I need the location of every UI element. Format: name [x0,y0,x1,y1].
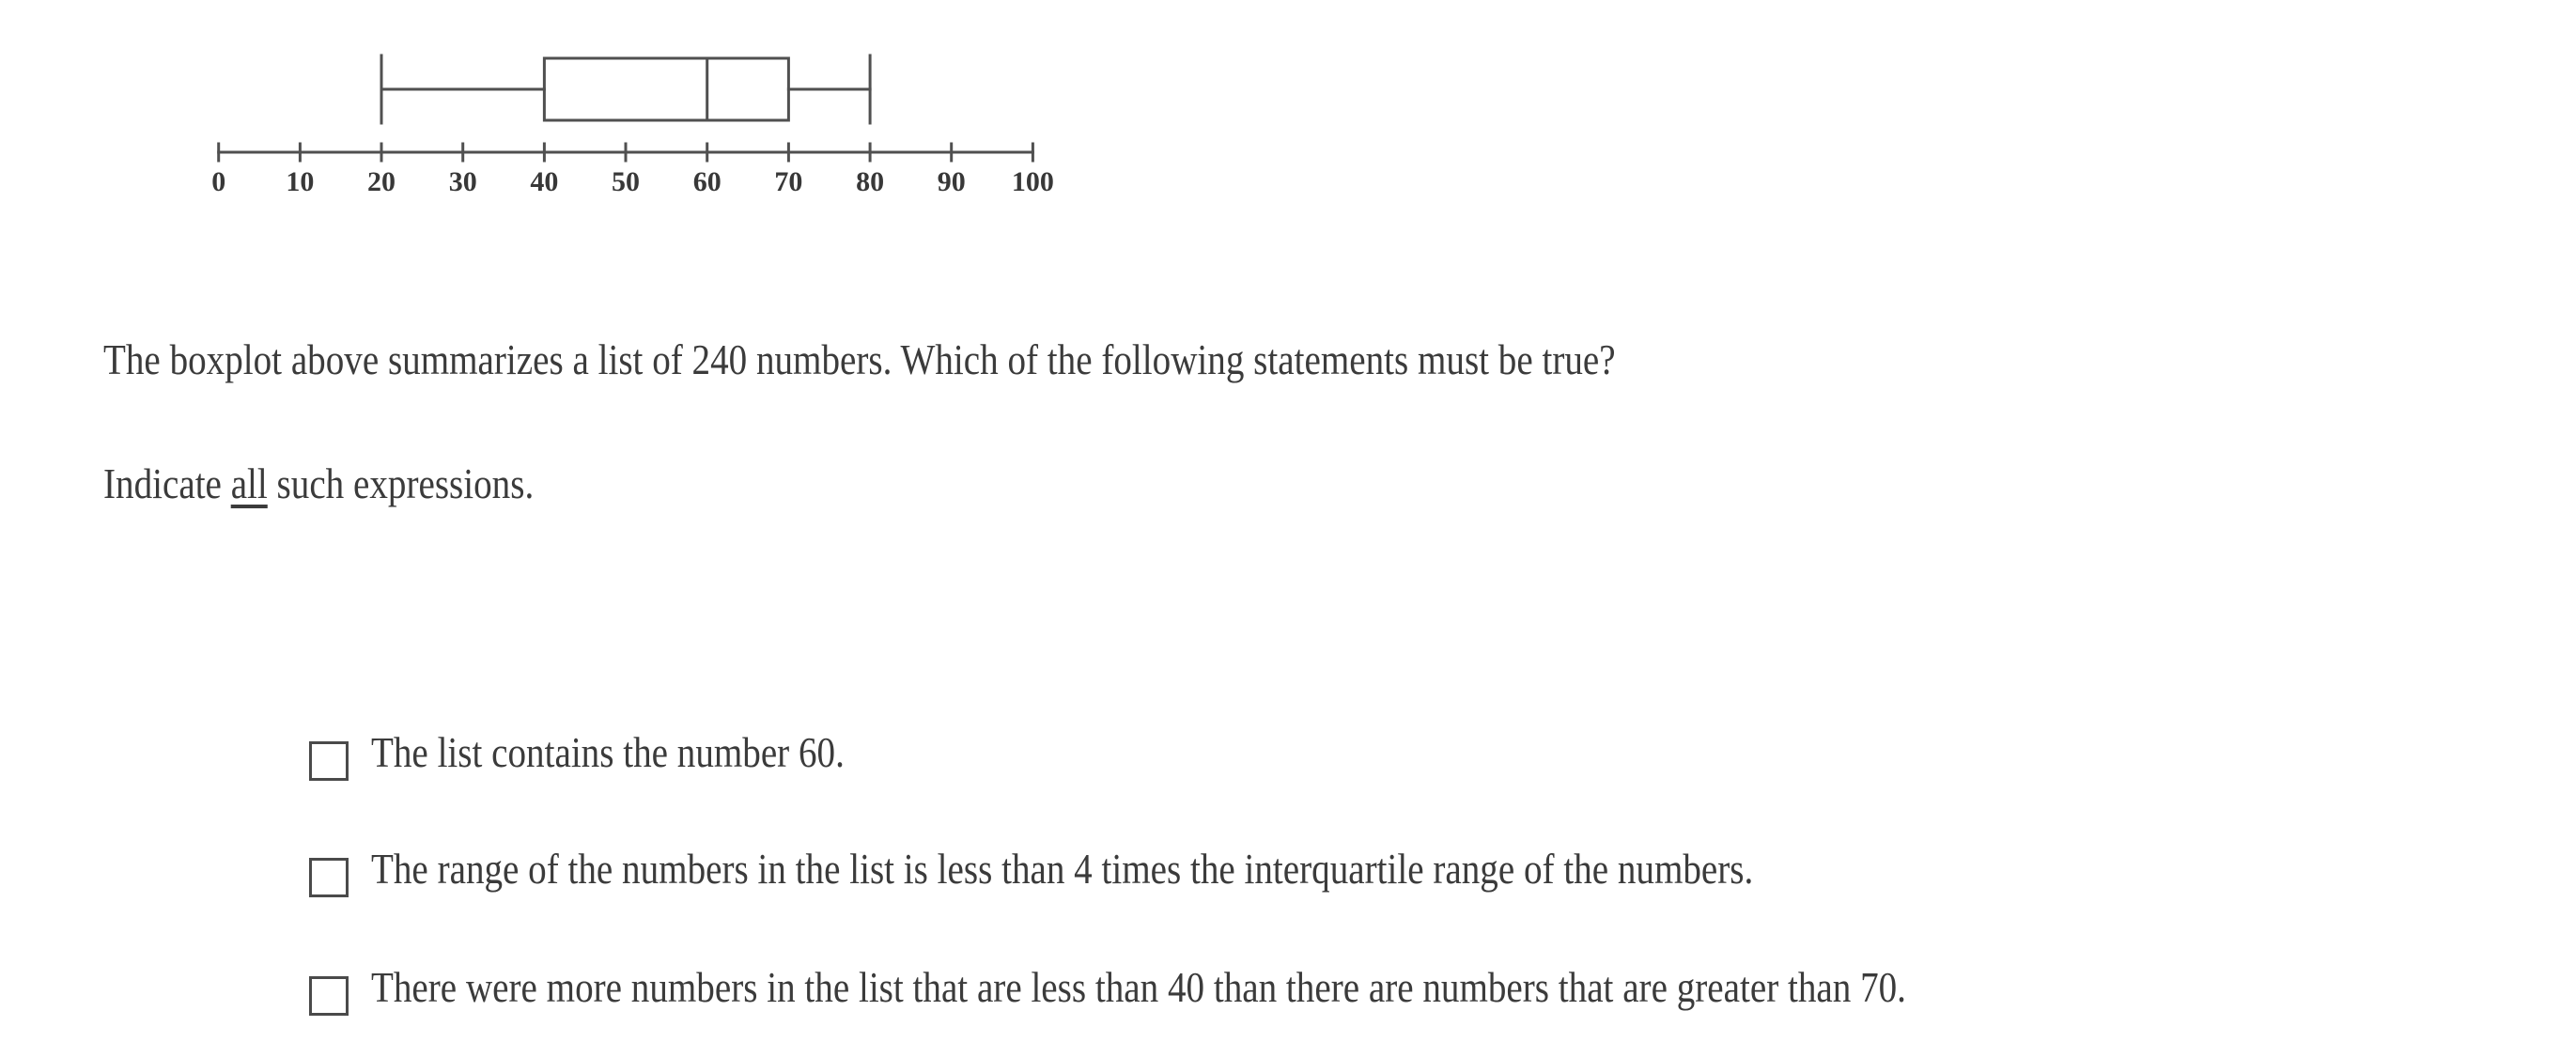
instruction-underlined-word: all [230,459,268,507]
instruction-line [103,459,535,507]
option-label-1: The list contains the number 60. [371,728,845,776]
axis-tick-label: 80 [856,166,885,197]
axis-tick-label: 100 [1011,166,1054,197]
axis-tick-label: 20 [367,166,396,197]
option-row-3[interactable] [309,963,2177,1019]
instruction-suffix: such expressions. [267,459,535,507]
option-label-2: The range of the numbers in the list is less than 4 times the interquartile range of the numbers. [371,845,1754,893]
axis-tick-label: 60 [692,166,722,197]
question-text-line: The boxplot above summarizes a list of 240 numbers. Which of the following statements must be true? [103,335,1616,383]
option-row-2[interactable] [309,845,1997,901]
axis-tick-label: 50 [612,166,640,197]
axis-tick-label: 30 [448,166,477,197]
instruction-prefix: Indicate [103,459,231,507]
option-checkbox-1[interactable] [309,741,349,781]
option-checkbox-3[interactable] [309,976,349,1016]
instruction-text [103,459,610,507]
box-rect [544,58,788,120]
axis-tick-label: 70 [774,166,803,197]
question-text [103,335,1883,383]
axis-tick-label: 90 [937,166,966,197]
option-checkbox-2[interactable] [309,858,349,897]
axis-tick-label: 0 [211,166,226,197]
axis-tick-label: 40 [530,166,559,197]
option-label-3: There were more numbers in the list that are less than 40 than there are numbers that are greater than 70. [371,963,1906,1011]
option-row-1[interactable] [309,728,928,785]
boxplot-figure [150,28,1080,207]
axis-tick-label: 10 [286,166,315,197]
